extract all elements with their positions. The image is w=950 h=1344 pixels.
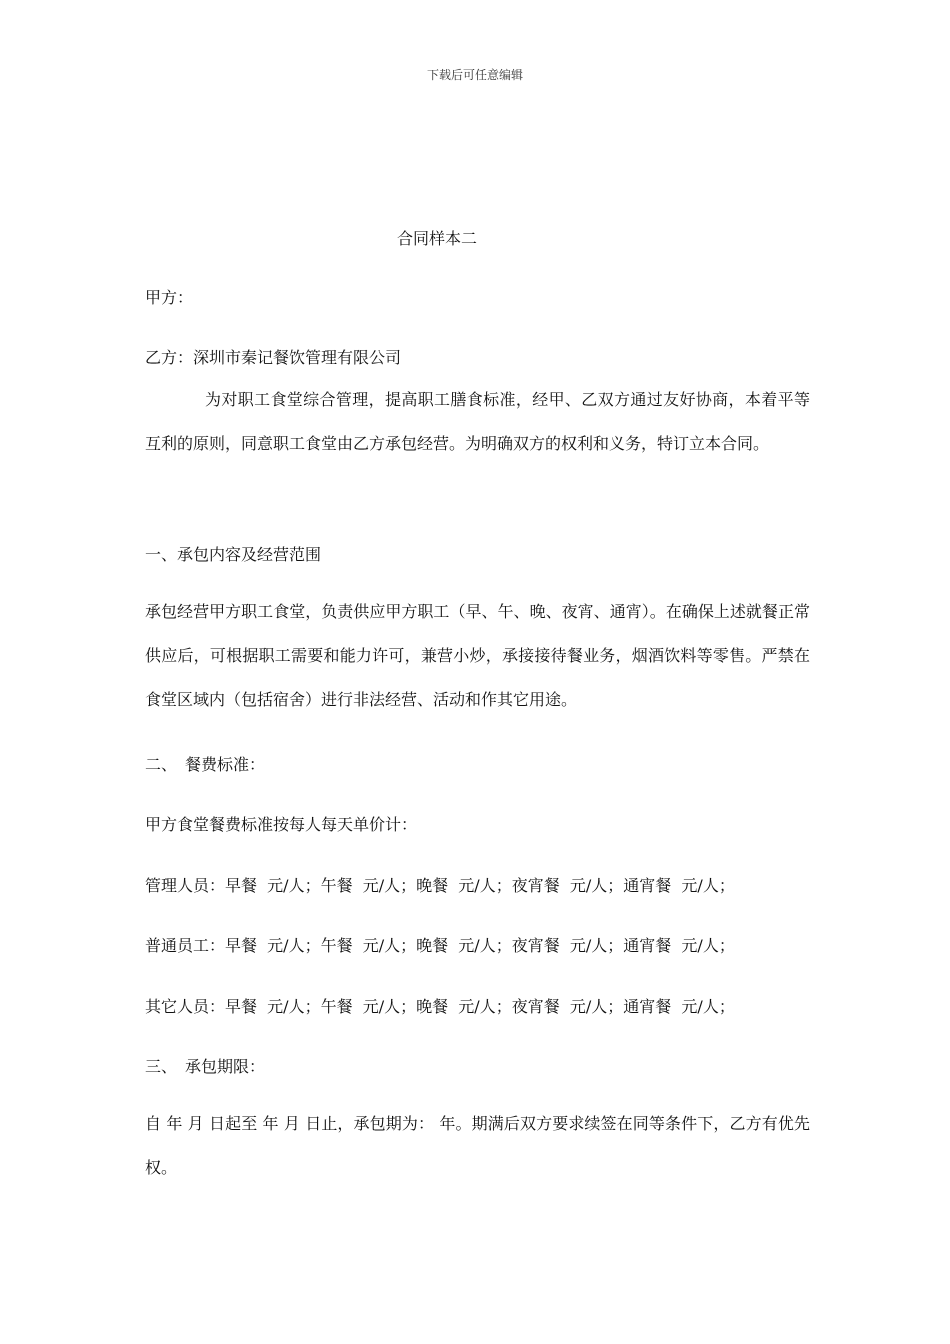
section-3-heading: 三、 承包期限： [145,1057,266,1076]
section-1-heading: 一、承包内容及经营范围 [145,545,322,564]
section-1-body: 承包经营甲方职工食堂，负责供应甲方职工（早、午、晚、夜宵、通宵）。在确保上述就餐正常供应后，可根据职工需要和能力许可，兼营小炒，承接接待餐业务，烟酒饮料等零售。严禁在食堂区域内（包括宿舍）进行非法经营、活动和作其它用途。 [145,602,810,709]
party-a-line: 甲方： [145,288,194,307]
section-2-heading: 二、 餐费标准： [145,755,266,774]
page-header: 下载后可任意编辑 [426,68,523,82]
section-3-body: 自 年 月 日起至 年 月 日止，承包期为： 年。期满后双方要求续签在同等条件下，乙方有优先权。 [145,1114,810,1177]
document-title: 合同样本二 [396,229,477,248]
section-2-intro: 甲方食堂餐费标准按每人每天单价计： [145,815,418,834]
party-b-line: 乙方：深圳市秦记餐饮管理有限公司 [145,348,402,367]
fee-row-others: 其它人员：早餐 元/人；午餐 元/人；晚餐 元/人；夜宵餐 元/人；通宵餐 元/人； [145,997,735,1016]
fee-row-staff: 普通员工：早餐 元/人；午餐 元/人；晚餐 元/人；夜宵餐 元/人；通宵餐 元/人； [145,936,735,955]
fee-row-management: 管理人员：早餐 元/人；午餐 元/人；晚餐 元/人；夜宵餐 元/人；通宵餐 元/人； [145,876,735,895]
intro-paragraph: 为对职工食堂综合管理，提高职工膳食标准，经甲、乙双方通过友好协商，本着平等互利的原则，同意职工食堂由乙方承包经营。为明确双方的权利和义务，特订立本合同。 [145,390,810,453]
